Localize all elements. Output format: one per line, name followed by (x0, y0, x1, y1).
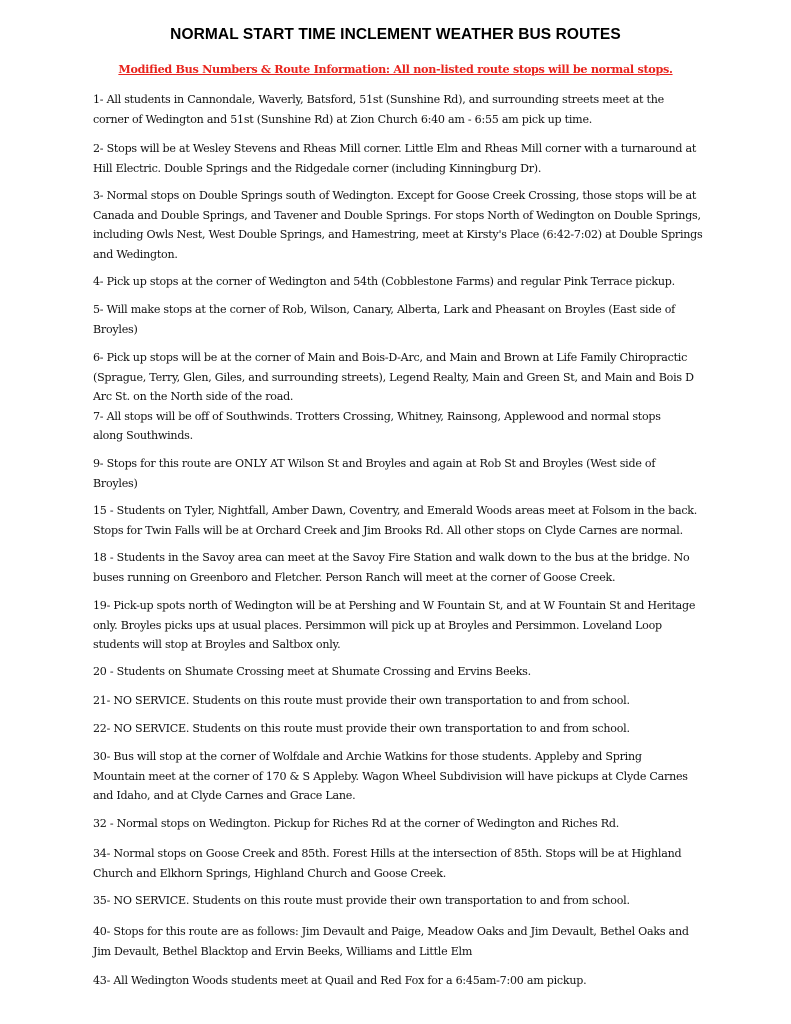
route-paragraph (93, 662, 705, 682)
route-line: 34- Normal stops on Goose Creek and 85th. Forest Hills at the intersection of 85th. Stops will be at Highland (93, 847, 682, 860)
route-line: Hill Electric. Double Springs and the Ridgedale corner (including Kinningburg Dr). (93, 161, 542, 175)
route-line: 30- Bus will stop at the corner of Wolfdale and Archie Watkins for those students. Appleby and Spring (93, 750, 642, 763)
route-paragraph (93, 272, 705, 292)
route-line: 2- Stops will be at Wesley Stevens and Rheas Mill corner. Little Elm and Rheas Mill corner with a turnaround at (93, 142, 697, 155)
route-line: and Wedington. (93, 247, 178, 261)
route-paragraph (93, 747, 705, 806)
route-line: 40- Stops for this route are as follows: Jim Devault and Paige, Meadow Oaks and Jim Devault, Bethel Oaks and (93, 925, 689, 938)
route-line: 18 - Students in the Savoy area can meet at the Savoy Fire Station and walk down to the bus at the bridge. No (93, 551, 690, 564)
route-line: 43- All Wedington Woods students meet at Quail and Red Fox for a 6:45am-7:00 am pickup. (93, 974, 587, 987)
route-line: 19- Pick-up spots north of Wedington will be at Pershing and W Fountain St, and at W Fountain St and Heritage (93, 599, 696, 612)
route-line: 1- All students in Cannondale, Waverly, Batsford, 51st (Sunshine Rd), and surrounding streets meet at the (93, 93, 664, 106)
route-line: Church and Elkhorn Springs, Highland Church and Goose Creek. (93, 866, 446, 880)
route-paragraph (93, 348, 705, 446)
route-line: Jim Devault, Bethel Blacktop and Ervin Beeks, Williams and Little Elm (93, 944, 473, 958)
route-line: 22- NO SERVICE. Students on this route must provide their own transportation to and from school. (93, 722, 630, 735)
route-paragraph (93, 548, 705, 587)
route-line: 5- Will make stops at the corner of Rob, Wilson, Canary, Alberta, Lark and Pheasant on Broyles (East side of (93, 303, 676, 316)
route-paragraph (93, 186, 705, 264)
route-line: 9- Stops for this route are ONLY AT Wilson St and Broyles and again at Rob St and Broyles (West side of (93, 457, 656, 470)
route-line: students will stop at Broyles and Saltbox only. (93, 638, 341, 652)
route-paragraph (93, 501, 705, 540)
route-paragraph (93, 971, 705, 991)
page-subtitle: Modified Bus Numbers & Route Information: All non-listed route stops will be normal stops. (118, 62, 673, 76)
route-line: only. Broyles picks ups at usual places. Persimmon will pick up at Broyles and Persimmon. Loveland Loop (93, 618, 662, 632)
route-line: 20 - Students on Shumate Crossing meet at Shumate Crossing and Ervins Beeks. (93, 665, 531, 678)
route-line: 15 - Students on Tyler, Nightfall, Amber Dawn, Coventry, and Emerald Woods areas meet at Folsom in the back. (93, 504, 698, 517)
route-line: Stops for Twin Falls will be at Orchard Creek and Jim Brooks Rd. All other stops on Clyde Carnes are normal. (93, 523, 683, 537)
route-line: Mountain meet at the corner of 170 & S Appleby. Wagon Wheel Subdivision will have pickups at Clyde Carnes (93, 769, 688, 783)
route-paragraph (93, 300, 705, 339)
page-title: NORMAL START TIME INCLEMENT WEATHER BUS ROUTES (170, 26, 621, 43)
route-line: 32 - Normal stops on Wedington. Pickup for Riches Rd at the corner of Wedington and Riches Rd. (93, 817, 619, 830)
route-line: corner of Wedington and 51st (Sunshine Rd) at Zion Church 6:40 am - 6:55 am pick up time. (93, 112, 593, 126)
route-paragraph (93, 891, 705, 911)
route-paragraph (93, 814, 705, 834)
route-paragraph (93, 844, 705, 883)
route-paragraph (93, 922, 705, 961)
route-line: 6- Pick up stops will be at the corner of Main and Bois-D-Arc, and Main and Brown at Life Family Chiropractic (93, 351, 688, 364)
route-line: and Idaho, and at Clyde Carnes and Grace Lane. (93, 789, 356, 803)
route-paragraph (93, 454, 705, 493)
route-line: (Sprague, Terry, Glen, Giles, and surrounding streets), Legend Realty, Main and Green St, and Main and Bois D (93, 370, 694, 384)
route-line: 35- NO SERVICE. Students on this route must provide their own transportation to and from school. (93, 894, 630, 907)
route-paragraph (93, 596, 705, 655)
route-line: 21- NO SERVICE. Students on this route must provide their own transportation to and from school. (93, 694, 630, 707)
route-line: 4- Pick up stops at the corner of Wedington and 54th (Cobblestone Farms) and regular Pink Terrace pickup. (93, 275, 675, 288)
route-paragraph (93, 90, 705, 129)
route-line: 3- Normal stops on Double Springs south of Wedington. Except for Goose Creek Crossing, those stops will be at (93, 189, 697, 202)
route-line: buses running on Greenboro and Fletcher. Person Ranch will meet at the corner of Goose Creek. (93, 570, 616, 584)
route-paragraph (93, 691, 705, 711)
route-line: along Southwinds. (93, 429, 193, 443)
route-line: 7- All stops will be off of Southwinds. Trotters Crossing, Whitney, Rainsong, Applewood and normal stops (93, 409, 661, 423)
route-line: including Owls Nest, West Double Springs, and Hamestring, meet at Kirsty's Place (6:42-7:02) at Double Springs (93, 228, 703, 242)
route-paragraph (93, 719, 705, 739)
route-paragraph (93, 139, 705, 178)
route-line: Broyles) (93, 476, 138, 490)
route-line: Broyles) (93, 322, 138, 336)
route-line: Canada and Double Springs, and Tavener and Double Springs. For stops North of Wedington on Double Springs, (93, 208, 701, 222)
route-line: Arc St. on the North side of the road. (93, 390, 294, 404)
